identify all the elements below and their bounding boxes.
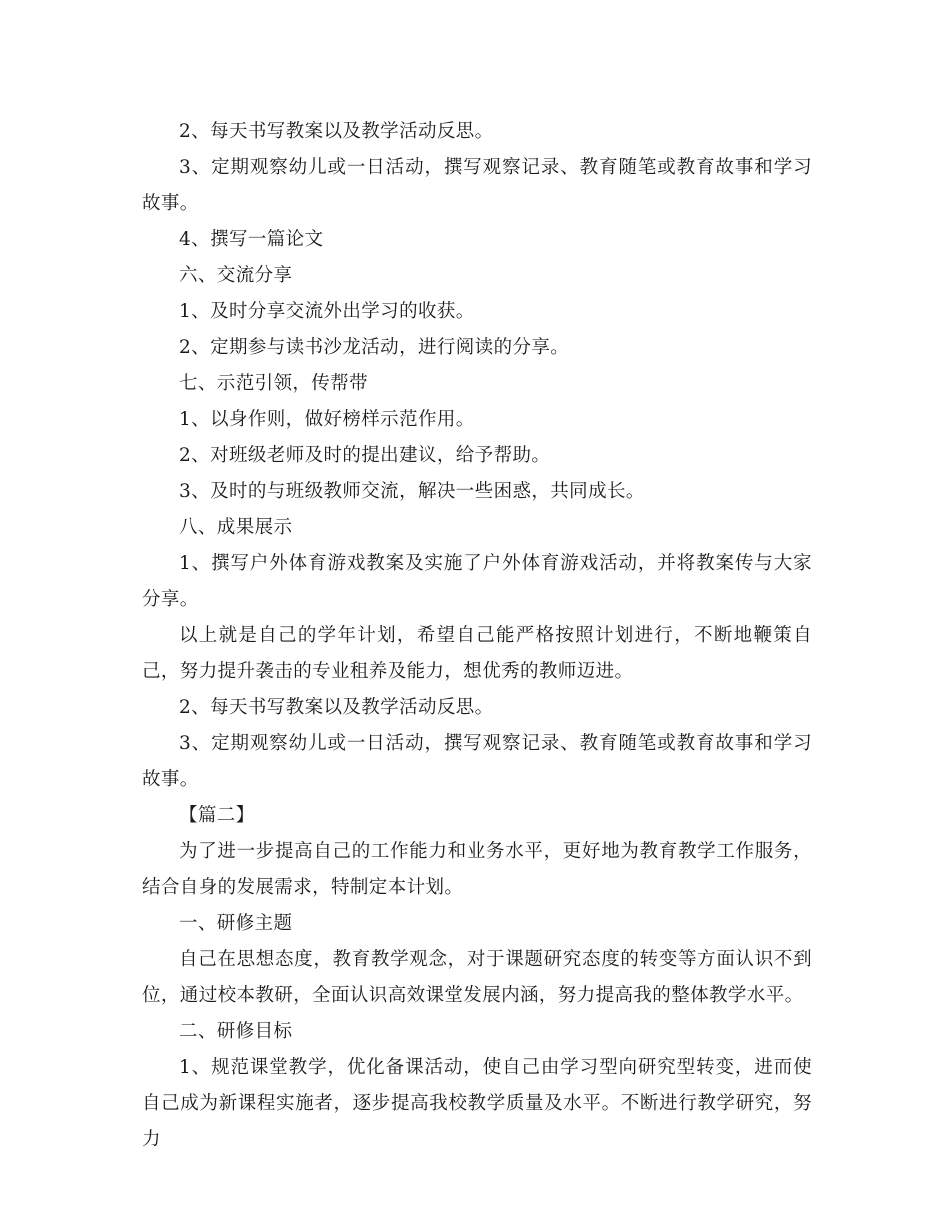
section-heading-exchange-sharing: 六、交流分享 [179,265,293,286]
paragraph-lead-by-example: 1、以身作则，做好榜样示范作用。 [179,409,475,430]
paragraph-share-learning: 1、及时分享交流外出学习的收获。 [179,301,475,322]
paragraph-research-theme: 自己在思想态度，教育教学观念，对于课题研究态度的转变等方面认识不到位，通过校本教研，全面认识高效课堂发展内涵，努力提高我的整体教学水平。 [142,949,812,1006]
paragraph-observation-records-repeat: 3、定期观察幼儿或一日活动，撰写观察记录、教育随笔或教育故事和学习故事。 [142,733,812,790]
paragraph-observation-records: 3、定期观察幼儿或一日活动，撰写观察记录、教育随笔或教育故事和学习故事。 [142,157,812,214]
section-heading-demonstration: 七、示范引领，传帮带 [179,373,369,394]
paragraph-intro-part-two: 为了进一步提高自己的工作能力和业务水平，更好地为教育教学工作服务，结合自身的发展需求，特制定本计划。 [142,841,812,898]
paragraph-communicate-teachers: 3、及时的与班级教师交流，解决一些困惑，共同成长。 [179,481,645,502]
paragraph-outdoor-games: 1、撰写户外体育游戏教案及实施了户外体育游戏活动，并将教案传与大家分享。 [142,553,812,610]
section-heading-achievements: 八、成果展示 [179,517,293,538]
paragraph-write-thesis: 4、撰写一篇论文 [179,229,324,250]
section-heading-research-theme: 一、研修主题 [179,913,293,934]
paragraph-give-advice: 2、对班级老师及时的提出建议，给予帮助。 [179,445,551,466]
paragraph-research-goals: 1、规范课堂教学，优化备课活动，使自己由学习型向研究型转变，进而使自己成为新课程实施者，逐步提高我校教学质量及水平。不断进行教学研究，努力 [142,1057,812,1150]
paragraph-plan-summary: 以上就是自己的学年计划，希望自己能严格按照计划进行，不断地鞭策自己，努力提升袭击的专业租养及能力，想优秀的教师迈进。 [142,625,812,682]
paragraph-reflection-daily-repeat: 2、每天书写教案以及教学活动反思。 [179,697,494,718]
section-heading-part-two: 【篇二】 [179,805,255,826]
section-heading-research-goals: 二、研修目标 [179,1021,293,1042]
paragraph-reflection-daily: 2、每天书写教案以及教学活动反思。 [179,121,494,142]
document-body [142,114,812,1158]
paragraph-reading-salon: 2、定期参与读书沙龙活动，进行阅读的分享。 [179,337,570,358]
